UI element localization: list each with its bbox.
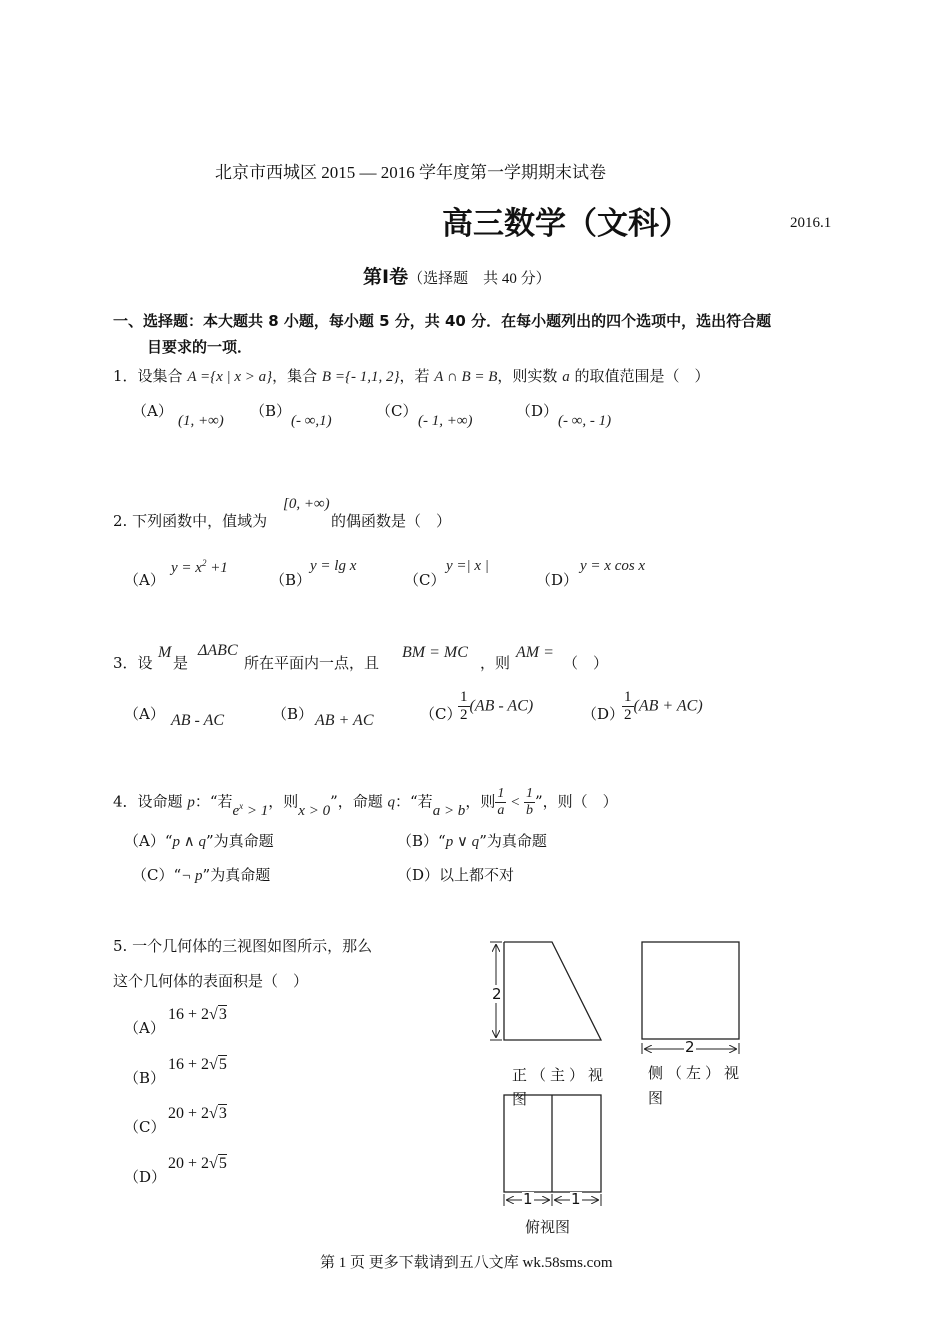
q3-condition: BM = MC [402,644,468,661]
q2-option-d-label: （D） [536,571,579,589]
q2-option-b-label: （B） [270,571,312,589]
q4-text-4: ”，命题 [330,792,388,811]
q4-prop-p: p [187,794,195,811]
volume-note: （选择题 共 40 分） [408,271,551,287]
q3-d-num: 1 [624,689,632,705]
q3-option-b-label: （B） [272,705,314,723]
question-1-stem [113,365,709,386]
front-view-caption-2: 图 [512,1090,528,1108]
q3-triangle: ΔABC [198,642,238,659]
q5-a-expr: 16 + 2 [168,1006,210,1023]
q4-frac-1a-den: a [497,803,505,818]
q4-b-label: （B）“ [397,832,446,850]
q3-option-a-label: （A） [124,705,165,723]
q5-option-b-label: （B） [124,1069,166,1087]
q3-text-2: 是 [173,654,189,672]
top-view-caption: 俯视图 [525,1218,571,1236]
q2-option-a-label: （A） [124,571,165,589]
q4-c-label: （C）“ [132,866,182,884]
q5-option-a-label: （A） [124,1019,165,1037]
exam-title: 高三数学（文科） [442,206,690,242]
q5-d-expr: 20 + 2 [168,1155,210,1172]
q3-option-d-value [622,690,703,723]
q4-d-text: 以上都不对 [439,866,515,884]
q1-set-b: B ={- 1,1, 2} [321,369,400,385]
side-view-caption: 侧（左）视 [648,1064,744,1082]
q3-option-c-label: （C） [420,705,462,723]
q1-text-4: ，则实数 [497,367,563,385]
q4-text-6: ，则 [465,792,496,811]
q3-c-expr: (AB - AC) [469,697,534,715]
q5-d-radicand: 5 [218,1155,227,1172]
q2-text-1: 2. 下列函数中，值域为 [113,512,268,530]
q5-option-d-value: 20 + 2√5 [168,1155,227,1172]
front-height-label: 2 [492,985,502,1003]
q3-option-d-label: （D） [582,705,625,723]
q3-text-4: ，则 [480,654,511,672]
q4-text-5: ：“若 [395,792,433,811]
q2-text-2: 的偶函数是（ ） [331,512,452,530]
q1-option-a-value: (1, +∞) [178,413,224,429]
q1-option-b-label: （B） [250,402,292,420]
q2-a-rest: +1 [206,560,228,576]
q4-prop-q: q [387,794,396,811]
q2-option-d-value: y = x cos x [580,558,646,574]
section-instruction-line2: 目要求的一项． [147,338,253,356]
q1-text-2: ，集合 [272,367,322,385]
q5-option-c-value: 20 + 2√3 [168,1105,227,1122]
q2-a-exp: 2 [201,558,207,568]
top-view [504,1095,601,1206]
volume-name: 第Ⅰ卷 [363,266,409,288]
q4-option-a [124,830,274,851]
top-left-width-label: 1 [523,1190,533,1208]
q3-text-5: （ ） [563,654,609,672]
q4-e-exp: x [239,800,244,811]
q5-text-line2: 这个几何体的表面积是（ ） [113,972,309,990]
q1-set-a: A ={x | x > a} [187,369,273,385]
q3-option-a-value: AB - AC [171,712,225,729]
q5-option-d-label: （D） [124,1168,167,1186]
q2-option-b-value: y = lg x [310,558,357,574]
q3-point-m: M [158,644,172,661]
q4-a-text: ”为真命题 [206,832,274,850]
q1-option-d-label: （D） [516,402,559,420]
q4-text-1: 4．设命题 [113,792,188,811]
q4-lt: < [506,794,524,811]
q5-option-a-value: 16 + 2√3 [168,1006,227,1023]
q3-c-num: 1 [460,689,468,705]
q5-a-radicand: 3 [218,1006,227,1023]
q5-text-line1: 5. 一个几何体的三视图如图所示，那么 [113,937,373,955]
q4-c-text: ”为真命题 [202,866,271,884]
q3-option-b-value: AB + AC [315,712,374,729]
q3-d-den: 2 [624,707,632,723]
q1-option-c-value: (- 1, +∞) [418,413,473,429]
q4-option-d [397,864,514,885]
q4-a-label: （A）“ [124,832,173,850]
q4-frac-1b [524,787,535,818]
exam-date: 2016.1 [790,215,832,231]
q4-exp-condition [232,800,269,819]
top-right-width-label: 1 [571,1190,581,1208]
q1-text-5: 的取值范围是（ ） [569,367,710,385]
q1-option-b-value: (- ∞,1) [291,413,332,429]
front-view-caption: 正（主）视 [512,1066,608,1084]
exam-subtitle: 北京市西城区 2015 — 2016 学年度第一学期期末试卷 [215,163,606,182]
q5-option-b-value: 16 + 2√5 [168,1056,227,1073]
q4-gt1: > 1 [243,802,269,819]
q4-frac-1a-num: 1 [497,786,505,801]
q1-option-a-label: （A） [132,402,173,420]
q4-c-math: ¬ p [181,868,203,884]
q4-frac-1b-den: b [525,803,533,818]
q4-option-c [132,864,270,885]
section-instruction-line1: 一、选择题：本大题共 8 小题，每小题 5 分，共 40 分．在每小题列出的四个选项中，选出符合题 [113,312,772,330]
q4-text-2: ：“若 [194,792,233,811]
q5-option-c-label: （C） [124,1118,166,1136]
q5-c-radicand: 3 [218,1105,227,1122]
q4-ab-condition: a > b [432,802,466,819]
page-footer: 第 1 页 更多下载请到五八文库 wk.58sms.com [320,1255,613,1271]
side-width-label: 2 [685,1038,695,1056]
q3-c-den: 2 [460,707,468,723]
q4-frac-1a [495,787,506,818]
q2-option-c-value: y =| x | [446,558,489,574]
q5-b-radicand: 5 [218,1056,227,1073]
q1-text-1: 1．设集合 [113,367,188,385]
q4-a-math: p ∧ q [172,834,206,850]
q4-text-3: ，则 [268,792,299,811]
q3-d-expr: (AB + AC) [633,697,703,715]
q3-text-3: 所在平面内一点，且 [244,654,380,672]
q4-d-label: （D） [397,866,440,884]
q3-text-1: 3．设 [113,654,153,672]
front-view [490,942,601,1040]
side-view-caption-2: 图 [648,1089,664,1107]
question-4-stem [113,787,618,818]
q1-text-3: ，若 [399,367,435,385]
q3-d-fraction [622,690,634,723]
q4-b-math: p ∨ q [445,834,480,850]
q4-x-condition: x > 0 [298,802,331,819]
q4-option-b [397,830,547,851]
volume-heading [363,262,551,289]
q4-frac-1b-num: 1 [525,786,533,801]
q3-c-fraction [458,690,470,723]
q2-option-a-value [171,558,228,577]
q1-option-d-value: (- ∞, - 1) [558,413,612,429]
q4-text-7: ”，则（ ） [534,792,618,811]
q3-vector-am: AM = [516,644,554,661]
q3-option-c-value [458,690,533,723]
q1-option-c-label: （C） [376,402,418,420]
q1-var-a: a [562,369,570,385]
q2-a-base: y = x [171,560,202,576]
q5-c-expr: 20 + 2 [168,1105,210,1122]
q2-option-c-label: （C） [404,571,446,589]
q4-b-text: ”为真命题 [479,832,547,850]
q2-range: [0, +∞) [283,496,330,512]
q1-condition: A ∩ B = B [434,369,498,385]
q4-e: e [232,802,240,819]
q5-b-expr: 16 + 2 [168,1056,210,1073]
